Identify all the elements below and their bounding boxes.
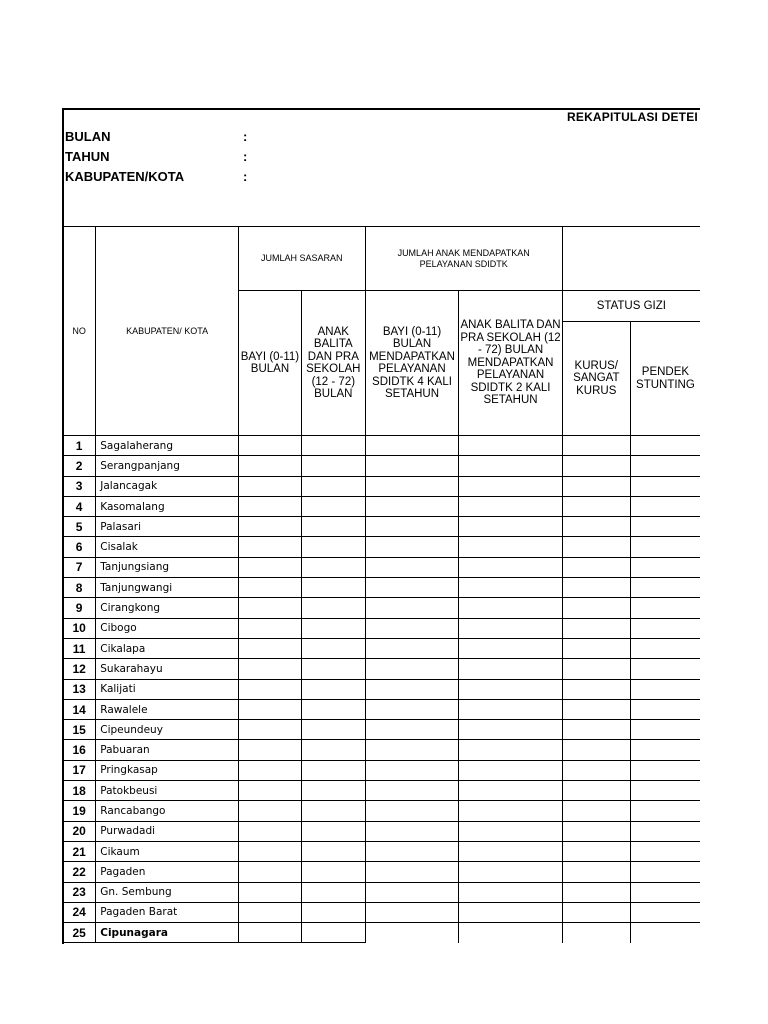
cell-pendek[interactable] (630, 862, 700, 882)
cell-bayi-sdidtk[interactable] (365, 557, 459, 577)
row-number: 17 (63, 760, 96, 780)
cell-bayi[interactable] (238, 821, 301, 841)
cell-pendek[interactable] (630, 598, 700, 618)
cell-kurus[interactable] (562, 557, 630, 577)
cell-bayi-sdidtk[interactable] (365, 781, 459, 801)
cell-bayi-sdidtk[interactable] (365, 923, 459, 943)
row-kabupaten-name: Cipunagara (96, 923, 239, 943)
cell-balita-sdidtk[interactable] (459, 618, 562, 638)
cell-kurus[interactable] (562, 923, 630, 943)
header-jumlah-sasaran: JUMLAH SASARAN (238, 227, 365, 291)
row-number: 18 (63, 781, 96, 801)
cell-balita-sdidtk[interactable] (459, 781, 562, 801)
cell-kurus[interactable] (562, 476, 630, 496)
meta-colon-tahun: : (243, 149, 248, 164)
cell-balita-sdidtk[interactable] (459, 801, 562, 821)
table-row (63, 517, 701, 537)
table-row (63, 720, 701, 740)
cell-pendek[interactable] (630, 801, 700, 821)
cell-pendek[interactable] (630, 456, 700, 476)
cell-pendek[interactable] (630, 679, 700, 699)
cell-bayi-sdidtk[interactable] (365, 517, 459, 537)
table-row (63, 638, 701, 658)
cell-pendek[interactable] (630, 578, 700, 598)
row-kabupaten-name: Jalancagak (96, 476, 239, 496)
header-kabupaten: KABUPATEN/ KOTA (96, 227, 239, 436)
cell-pendek[interactable] (630, 740, 700, 760)
meta-label-tahun: TAHUN (65, 149, 110, 164)
cell-balita-sdidtk[interactable] (459, 517, 562, 537)
table-row (63, 496, 701, 516)
row-kabupaten-name: Rawalele (96, 699, 239, 719)
cell-bayi-sdidtk[interactable] (365, 699, 459, 719)
cell-anak-balita[interactable] (301, 862, 365, 882)
header-blank (562, 227, 700, 291)
cell-bayi-sdidtk[interactable] (365, 659, 459, 679)
cell-bayi[interactable] (238, 720, 301, 740)
table-row (63, 557, 701, 577)
cell-kurus[interactable] (562, 618, 630, 638)
cell-pendek[interactable] (630, 699, 700, 719)
cell-bayi-sdidtk[interactable] (365, 618, 459, 638)
table-row (63, 598, 701, 618)
cell-pendek[interactable] (630, 781, 700, 801)
cell-bayi-sdidtk[interactable] (365, 598, 459, 618)
cell-anak-balita[interactable] (301, 760, 365, 780)
row-kabupaten-name: Kalijati (96, 679, 239, 699)
row-kabupaten-name: Serangpanjang (96, 456, 239, 476)
cell-kurus[interactable] (562, 699, 630, 719)
cell-anak-balita[interactable] (301, 618, 365, 638)
table-row (63, 578, 701, 598)
row-number: 21 (63, 841, 96, 861)
cell-pendek[interactable] (630, 517, 700, 537)
cell-anak-balita[interactable] (301, 923, 365, 943)
cell-bayi[interactable] (238, 923, 301, 943)
row-kabupaten-name: Gn. Sembung (96, 882, 239, 902)
table-row (63, 923, 701, 943)
row-number: 24 (63, 902, 96, 922)
cell-pendek[interactable] (630, 618, 700, 638)
cell-pendek[interactable] (630, 923, 700, 943)
cell-anak-balita[interactable] (301, 578, 365, 598)
cell-anak-balita[interactable] (301, 882, 365, 902)
header-bayi: BAYI (0-11) BULAN (238, 291, 301, 436)
cell-balita-sdidtk[interactable] (459, 902, 562, 922)
cell-kurus[interactable] (562, 781, 630, 801)
table-row (63, 456, 701, 476)
table-row (63, 821, 701, 841)
cell-balita-sdidtk[interactable] (459, 882, 562, 902)
cell-kurus[interactable] (562, 841, 630, 861)
cell-bayi[interactable] (238, 598, 301, 618)
table-row (63, 760, 701, 780)
header-jumlah-anak: JUMLAH ANAK MENDAPATKAN PELAYANAN SDIDTK (365, 227, 562, 291)
cell-anak-balita[interactable] (301, 598, 365, 618)
cell-kurus[interactable] (562, 679, 630, 699)
row-number: 1 (63, 436, 96, 456)
row-number: 11 (63, 638, 96, 658)
cell-pendek[interactable] (630, 638, 700, 658)
cell-bayi-sdidtk[interactable] (365, 740, 459, 760)
cell-balita-sdidtk[interactable] (459, 537, 562, 557)
cell-balita-sdidtk[interactable] (459, 923, 562, 943)
row-number: 7 (63, 557, 96, 577)
cell-bayi-sdidtk[interactable] (365, 476, 459, 496)
cell-bayi[interactable] (238, 436, 301, 456)
cell-bayi[interactable] (238, 476, 301, 496)
cell-anak-balita[interactable] (301, 476, 365, 496)
cell-bayi-sdidtk[interactable] (365, 720, 459, 740)
cell-bayi[interactable] (238, 456, 301, 476)
cell-balita-sdidtk[interactable] (459, 476, 562, 496)
row-number: 23 (63, 882, 96, 902)
cell-anak-balita[interactable] (301, 638, 365, 658)
header-pendek: PENDEK STUNTING (630, 322, 700, 436)
cell-bayi-sdidtk[interactable] (365, 578, 459, 598)
cell-bayi-sdidtk[interactable] (365, 862, 459, 882)
cell-bayi[interactable] (238, 862, 301, 882)
cell-kurus[interactable] (562, 456, 630, 476)
cell-pendek[interactable] (630, 841, 700, 861)
cell-bayi-sdidtk[interactable] (365, 902, 459, 922)
row-number: 20 (63, 821, 96, 841)
cell-anak-balita[interactable] (301, 659, 365, 679)
table-row (63, 902, 701, 922)
cell-bayi[interactable] (238, 781, 301, 801)
cell-anak-balita[interactable] (301, 456, 365, 476)
header-balita-sdidtk: ANAK BALITA DAN PRA SEKOLAH (12 - 72) BULAN MENDAPATKAN PELAYANAN SDIDTK 2 KALI SETAHUN (459, 291, 562, 436)
cell-bayi-sdidtk[interactable] (365, 496, 459, 516)
row-kabupaten-name: Cikalapa (96, 638, 239, 658)
table-row (63, 841, 701, 861)
table-row (63, 699, 701, 719)
row-kabupaten-name: Pagaden (96, 862, 239, 882)
cell-balita-sdidtk[interactable] (459, 598, 562, 618)
row-number: 14 (63, 699, 96, 719)
row-kabupaten-name: Rancabango (96, 801, 239, 821)
cell-balita-sdidtk[interactable] (459, 760, 562, 780)
cell-pendek[interactable] (630, 436, 700, 456)
row-number: 2 (63, 456, 96, 476)
cell-bayi[interactable] (238, 638, 301, 658)
row-kabupaten-name: Cirangkong (96, 598, 239, 618)
cell-bayi[interactable] (238, 902, 301, 922)
document-title: REKAPITULASI DETEI (567, 110, 698, 124)
cell-balita-sdidtk[interactable] (459, 821, 562, 841)
cell-anak-balita[interactable] (301, 496, 365, 516)
row-number: 12 (63, 659, 96, 679)
cell-bayi[interactable] (238, 841, 301, 861)
row-kabupaten-name: Pringkasap (96, 760, 239, 780)
cell-bayi[interactable] (238, 740, 301, 760)
cell-pendek[interactable] (630, 496, 700, 516)
row-number: 19 (63, 801, 96, 821)
cell-bayi[interactable] (238, 537, 301, 557)
cell-pendek[interactable] (630, 659, 700, 679)
cell-bayi[interactable] (238, 659, 301, 679)
cell-pendek[interactable] (630, 821, 700, 841)
cell-kurus[interactable] (562, 517, 630, 537)
cell-bayi-sdidtk[interactable] (365, 456, 459, 476)
cell-kurus[interactable] (562, 659, 630, 679)
header-kurus: KURUS/ SANGAT KURUS (562, 322, 630, 436)
meta-colon-kabupaten: : (243, 169, 248, 184)
row-number: 3 (63, 476, 96, 496)
row-kabupaten-name: Cisalak (96, 537, 239, 557)
cell-bayi-sdidtk[interactable] (365, 760, 459, 780)
row-kabupaten-name: Patokbeusi (96, 781, 239, 801)
table-row (63, 618, 701, 638)
header-anak-balita: ANAK BALITA DAN PRA SEKOLAH (12 - 72) BULAN (301, 291, 365, 436)
cell-balita-sdidtk[interactable] (459, 720, 562, 740)
cell-balita-sdidtk[interactable] (459, 841, 562, 861)
cell-bayi-sdidtk[interactable] (365, 821, 459, 841)
cell-bayi[interactable] (238, 557, 301, 577)
cell-pendek[interactable] (630, 760, 700, 780)
cell-anak-balita[interactable] (301, 781, 365, 801)
cell-anak-balita[interactable] (301, 699, 365, 719)
cell-kurus[interactable] (562, 638, 630, 658)
row-kabupaten-name: Pabuaran (96, 740, 239, 760)
cell-balita-sdidtk[interactable] (459, 740, 562, 760)
cell-kurus[interactable] (562, 578, 630, 598)
row-kabupaten-name: Kasomalang (96, 496, 239, 516)
cell-pendek[interactable] (630, 537, 700, 557)
table-body (63, 436, 701, 943)
table-row (63, 659, 701, 679)
cell-kurus[interactable] (562, 537, 630, 557)
cell-balita-sdidtk[interactable] (459, 496, 562, 516)
recap-table (62, 226, 700, 943)
cell-bayi[interactable] (238, 699, 301, 719)
row-number: 5 (63, 517, 96, 537)
cell-anak-balita[interactable] (301, 517, 365, 537)
cell-pendek[interactable] (630, 720, 700, 740)
row-number: 8 (63, 578, 96, 598)
cell-bayi-sdidtk[interactable] (365, 638, 459, 658)
table-row (63, 740, 701, 760)
table-row (63, 679, 701, 699)
row-kabupaten-name: Cikaum (96, 841, 239, 861)
cell-anak-balita[interactable] (301, 720, 365, 740)
cell-anak-balita[interactable] (301, 436, 365, 456)
header-status-gizi: STATUS GIZI (562, 291, 700, 322)
header-bayi-sdidtk: BAYI (0-11) BULAN MENDAPATKAN PELAYANAN SDIDTK 4 KALI SETAHUN (365, 291, 459, 436)
cell-balita-sdidtk[interactable] (459, 679, 562, 699)
cell-bayi-sdidtk[interactable] (365, 436, 459, 456)
row-number: 25 (63, 923, 96, 943)
cell-bayi[interactable] (238, 801, 301, 821)
meta-label-bulan: BULAN (65, 129, 111, 144)
cell-balita-sdidtk[interactable] (459, 557, 562, 577)
cell-bayi[interactable] (238, 578, 301, 598)
row-kabupaten-name: Cipeundeuy (96, 720, 239, 740)
row-number: 4 (63, 496, 96, 516)
row-number: 15 (63, 720, 96, 740)
cell-bayi-sdidtk[interactable] (365, 679, 459, 699)
cell-balita-sdidtk[interactable] (459, 456, 562, 476)
row-number: 16 (63, 740, 96, 760)
header-no: NO (63, 227, 96, 436)
table-row (63, 476, 701, 496)
cell-pendek[interactable] (630, 882, 700, 902)
cell-kurus[interactable] (562, 760, 630, 780)
cell-kurus[interactable] (562, 882, 630, 902)
row-number: 9 (63, 598, 96, 618)
table-row (63, 801, 701, 821)
cell-pendek[interactable] (630, 476, 700, 496)
row-kabupaten-name: Sagalaherang (96, 436, 239, 456)
table-row (63, 436, 701, 456)
row-kabupaten-name: Tanjungsiang (96, 557, 239, 577)
row-number: 10 (63, 618, 96, 638)
cell-balita-sdidtk[interactable] (459, 862, 562, 882)
cell-pendek[interactable] (630, 902, 700, 922)
cell-balita-sdidtk[interactable] (459, 436, 562, 456)
cell-anak-balita[interactable] (301, 679, 365, 699)
cell-anak-balita[interactable] (301, 740, 365, 760)
meta-colon-bulan: : (243, 129, 248, 144)
cell-bayi[interactable] (238, 760, 301, 780)
cell-balita-sdidtk[interactable] (459, 638, 562, 658)
cell-bayi[interactable] (238, 496, 301, 516)
cell-kurus[interactable] (562, 862, 630, 882)
cell-balita-sdidtk[interactable] (459, 659, 562, 679)
cell-kurus[interactable] (562, 436, 630, 456)
row-number: 6 (63, 537, 96, 557)
cell-kurus[interactable] (562, 496, 630, 516)
cell-bayi-sdidtk[interactable] (365, 882, 459, 902)
cell-anak-balita[interactable] (301, 821, 365, 841)
cell-anak-balita[interactable] (301, 537, 365, 557)
cell-bayi-sdidtk[interactable] (365, 801, 459, 821)
table-row (63, 862, 701, 882)
row-kabupaten-name: Purwadadi (96, 821, 239, 841)
cell-anak-balita[interactable] (301, 801, 365, 821)
table-row (63, 781, 701, 801)
cell-anak-balita[interactable] (301, 902, 365, 922)
cell-kurus[interactable] (562, 720, 630, 740)
row-number: 13 (63, 679, 96, 699)
row-kabupaten-name: Pagaden Barat (96, 902, 239, 922)
cell-bayi-sdidtk[interactable] (365, 841, 459, 861)
cell-kurus[interactable] (562, 801, 630, 821)
cell-kurus[interactable] (562, 740, 630, 760)
row-kabupaten-name: Tanjungwangi (96, 578, 239, 598)
meta-label-kabupaten: KABUPATEN/KOTA (65, 169, 185, 184)
table-row (63, 882, 701, 902)
row-kabupaten-name: Palasari (96, 517, 239, 537)
cell-anak-balita[interactable] (301, 841, 365, 861)
cell-kurus[interactable] (562, 598, 630, 618)
cell-kurus[interactable] (562, 902, 630, 922)
cell-balita-sdidtk[interactable] (459, 578, 562, 598)
cell-kurus[interactable] (562, 821, 630, 841)
cell-balita-sdidtk[interactable] (459, 699, 562, 719)
spreadsheet-sheet (62, 108, 700, 944)
row-kabupaten-name: Cibogo (96, 618, 239, 638)
cell-bayi[interactable] (238, 618, 301, 638)
cell-bayi[interactable] (238, 882, 301, 902)
row-kabupaten-name: Sukarahayu (96, 659, 239, 679)
cell-bayi-sdidtk[interactable] (365, 537, 459, 557)
row-number: 22 (63, 862, 96, 882)
cell-bayi[interactable] (238, 517, 301, 537)
cell-bayi[interactable] (238, 679, 301, 699)
table-row (63, 537, 701, 557)
cell-anak-balita[interactable] (301, 557, 365, 577)
cell-pendek[interactable] (630, 557, 700, 577)
